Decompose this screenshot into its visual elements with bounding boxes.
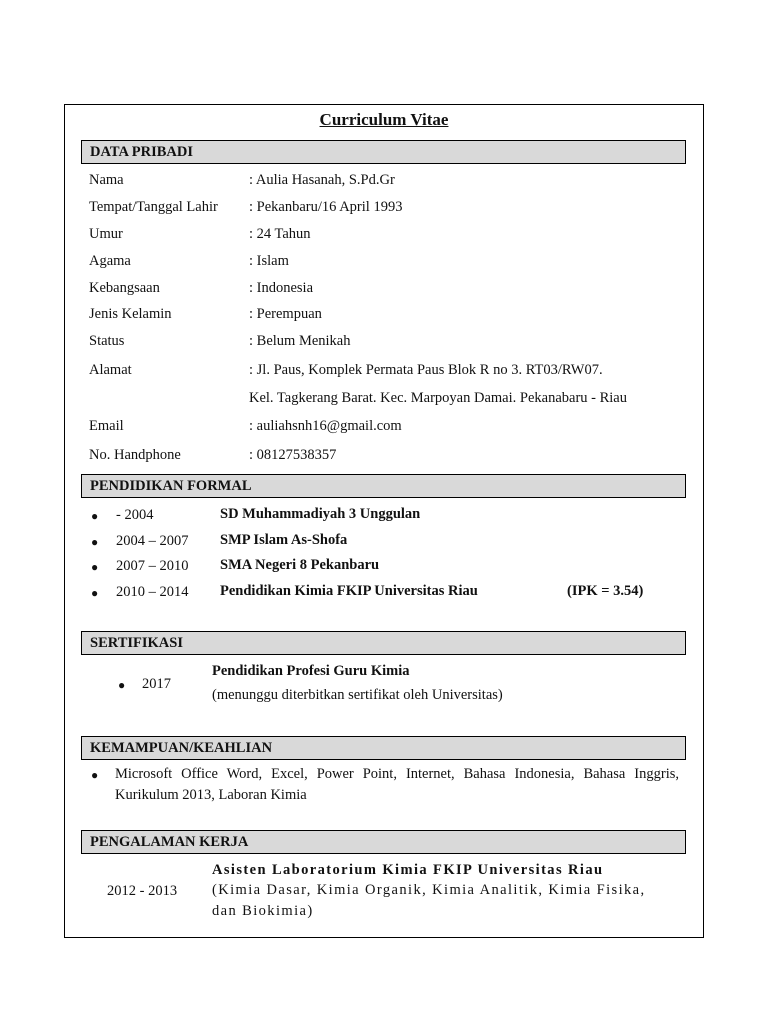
bullet-icon: ● [91, 586, 99, 600]
section-header-experience: PENGALAMAN KERJA [81, 830, 686, 854]
personal-label-status: Status [89, 333, 125, 349]
personal-value-age: : 24 Tahun [249, 226, 311, 242]
education-school: SMA Negeri 8 Pekanbaru [220, 557, 380, 573]
bullet-icon: ● [91, 560, 99, 574]
document-title: Curriculum Vitae [319, 110, 449, 129]
certification-title: Pendidikan Profesi Guru Kimia [212, 663, 410, 679]
bullet-icon: ● [118, 678, 126, 692]
personal-value-address: : Jl. Paus, Komplek Permata Paus Blok R no 3. RT03/RW07. [249, 362, 603, 378]
experience-years: 2012 - 2013 [107, 883, 178, 899]
personal-label-birth: Tempat/Tanggal Lahir [89, 199, 218, 215]
personal-label-name: Nama [89, 172, 124, 188]
personal-label-gender: Jenis Kelamin [89, 306, 172, 322]
personal-label-email: Email [89, 418, 124, 434]
bullet-icon: ● [91, 509, 99, 523]
section-header-education: PENDIDIKAN FORMAL [81, 474, 686, 498]
certification-note: (menunggu diterbitkan sertifikat oleh Universitas) [212, 687, 503, 703]
education-school: SD Muhammadiyah 3 Unggulan [220, 506, 421, 522]
personal-label-religion: Agama [89, 253, 131, 269]
personal-value-name: : Aulia Hasanah, S.Pd.Gr [249, 172, 395, 188]
experience-role: Asisten Laboratorium Kimia FKIP Universitas Riau [212, 862, 604, 878]
personal-value-nationality: : Indonesia [249, 280, 314, 296]
education-gpa: (IPK = 3.54) [567, 583, 644, 599]
education-school: SMP Islam As-Shofa [220, 532, 348, 548]
personal-label-phone: No. Handphone [89, 447, 181, 463]
education-years: 2010 – 2014 [116, 584, 189, 600]
experience-detail-line1: (Kimia Dasar, Kimia Organik, Kimia Analitik, Kimia Fisika, [212, 882, 646, 898]
personal-value-birth: : Pekanbaru/16 April 1993 [249, 199, 403, 215]
section-header-skills: KEMAMPUAN/KEAHLIAN [81, 736, 686, 760]
bullet-icon: ● [91, 768, 99, 782]
personal-value-religion: : Islam [249, 253, 289, 269]
section-header-personal: DATA PRIBADI [81, 140, 686, 164]
education-years: 2007 – 2010 [116, 558, 189, 574]
experience-detail-line2: dan Biokimia) [212, 903, 314, 919]
personal-value-email: : auliahsnh16@gmail.com [249, 418, 402, 434]
personal-label-nationality: Kebangsaan [89, 280, 160, 296]
personal-label-age: Umur [89, 226, 123, 242]
certification-year: 2017 [142, 676, 171, 692]
skills-text: Microsoft Office Word, Excel, Power Point, Internet, Bahasa Indonesia, Bahasa Inggris, Kurikulum 2013, Laboran Kimia [115, 766, 679, 803]
personal-value-status: : Belum Menikah [249, 333, 351, 349]
personal-value-phone: : 08127538357 [249, 447, 337, 463]
personal-value-gender: : Perempuan [249, 306, 322, 322]
education-years: 2004 – 2007 [116, 533, 189, 549]
education-years: - 2004 [116, 507, 154, 523]
bullet-icon: ● [91, 535, 99, 549]
personal-value-address-line2: Kel. Tagkerang Barat. Kec. Marpoyan Damai. Pekanabaru - Riau [249, 390, 627, 406]
personal-label-address: Alamat [89, 362, 132, 378]
section-header-certification: SERTIFIKASI [81, 631, 686, 655]
education-school: Pendidikan Kimia FKIP Universitas Riau [220, 583, 478, 599]
